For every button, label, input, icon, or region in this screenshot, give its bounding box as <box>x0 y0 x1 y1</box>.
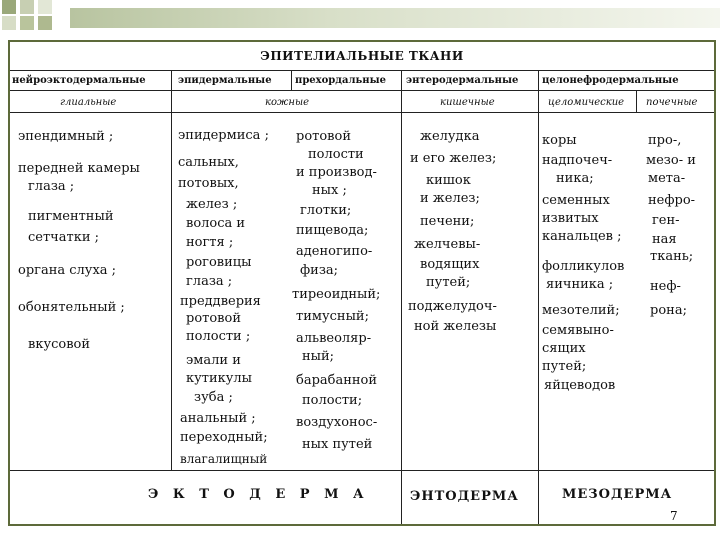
subgroup-intestinal: кишечные <box>440 97 495 108</box>
cell-text: эпендимный ; <box>18 129 114 144</box>
cell-text: нефро- <box>648 193 696 208</box>
rule-subgroups <box>10 112 714 113</box>
cell-text: переходный; <box>180 430 268 445</box>
slide-decoration <box>0 0 720 36</box>
cell-text: и его желез; <box>410 151 497 166</box>
cell-text: путей; <box>542 359 587 374</box>
cell-text: и производ- <box>296 165 377 180</box>
subgroup-skin: кожные <box>265 97 310 108</box>
cell-text: барабанной <box>296 373 378 388</box>
decor-square <box>38 16 52 30</box>
cell-text: и желез; <box>420 191 480 206</box>
cell-text: пигментный <box>28 209 114 224</box>
cell-text: глаза ; <box>186 274 233 289</box>
cell-text: ногтя ; <box>186 235 234 250</box>
cell-text: надпочеч- <box>542 153 613 168</box>
col-divider <box>291 70 292 90</box>
cell-text: мета- <box>648 171 686 186</box>
decor-square <box>20 16 34 30</box>
cell-text: эмали и <box>186 353 241 368</box>
cell-text: органа слуха ; <box>18 263 117 278</box>
cell-text: водящих <box>420 257 480 272</box>
cell-text: семявыно- <box>542 323 614 338</box>
decor-square <box>2 0 16 14</box>
page-number: 7 <box>670 509 678 523</box>
cell-text: обонятельный ; <box>18 300 125 315</box>
cell-text: извитых <box>542 211 599 226</box>
subgroup-renal: почечные <box>646 97 698 108</box>
cell-text: яйцеводов <box>544 378 616 393</box>
group-neuro: нейроэктодермальные <box>12 75 146 86</box>
cell-text: физа; <box>300 263 339 278</box>
rule-groups <box>10 90 714 91</box>
cell-text: ной железы <box>414 319 497 334</box>
col-divider <box>171 70 172 470</box>
cell-text: ткань; <box>650 249 694 264</box>
cell-text: ротовой <box>186 311 241 326</box>
cell-text: глотки; <box>300 203 352 218</box>
footer-mesoderm: МЕЗОДЕРМА <box>562 487 673 502</box>
cell-text: воздухонос- <box>296 415 378 430</box>
group-coelonephrodermal: целонефродермальные <box>542 75 679 86</box>
cell-text: роговицы <box>186 255 252 270</box>
footer-ectoderm: Э К Т О Д Е Р М А <box>148 487 369 502</box>
cell-text: ных ; <box>312 183 347 198</box>
cell-text: семенных <box>542 193 610 208</box>
decor-square <box>2 16 16 30</box>
cell-text: коры <box>542 133 577 148</box>
cell-text: мезотелий; <box>542 303 620 318</box>
rule-title <box>10 70 714 71</box>
cell-text: ный; <box>302 349 335 364</box>
cell-text: ген- <box>652 213 680 228</box>
cell-text: альвеоляр- <box>296 331 372 346</box>
rule-footer <box>10 470 714 471</box>
cell-text: сальных, <box>178 155 239 170</box>
decor-square <box>20 0 34 14</box>
cell-text: желез ; <box>186 197 238 212</box>
decor-square <box>38 0 52 14</box>
cell-text: мезо- и <box>646 153 696 168</box>
cell-text: рона; <box>650 303 687 318</box>
header-band <box>70 8 720 28</box>
cell-text: тимусный; <box>296 309 369 324</box>
cell-text: пищевода; <box>296 223 369 238</box>
cell-text: канальцев ; <box>542 229 622 244</box>
cell-text: про-, <box>648 133 682 148</box>
cell-text: аденогипо- <box>296 244 373 259</box>
cell-text: зуба ; <box>194 390 233 405</box>
cell-text: яичника ; <box>546 277 614 292</box>
cell-text: поджелудоч- <box>408 299 497 314</box>
subgroup-glial: глиальные <box>60 97 117 108</box>
cell-text: путей; <box>426 275 471 290</box>
cell-text: влагалищный <box>180 452 268 466</box>
table-title: ЭПИТЕЛИАЛЬНЫЕ ТКАНИ <box>260 49 464 63</box>
cell-text: передней камеры <box>18 161 140 176</box>
cell-text: полости; <box>302 393 363 408</box>
group-enterodermal: энтеродермальные <box>406 75 519 86</box>
cell-text: ротовой <box>296 129 351 144</box>
cell-text: сящих <box>542 341 586 356</box>
cell-text: тиреоидный; <box>292 287 381 302</box>
cell-text: неф- <box>650 279 681 294</box>
group-epidermal: эпидермальные <box>178 75 272 86</box>
group-prechordal: прехордальные <box>295 75 386 86</box>
cell-text: глаза ; <box>28 179 75 194</box>
col-divider <box>538 70 539 524</box>
cell-text: фолликулов <box>542 259 625 274</box>
cell-text: кишок <box>426 173 471 188</box>
footer-endoderm: ЭНТОДЕРМА <box>410 489 519 504</box>
cell-text: эпидермиса ; <box>178 128 269 143</box>
cell-text: печени; <box>420 214 475 229</box>
cell-text: потовых, <box>178 176 239 191</box>
cell-text: преддверия <box>180 294 261 309</box>
cell-text: полости <box>308 147 364 162</box>
col-divider <box>401 70 402 524</box>
col-divider <box>636 90 637 112</box>
classification-table <box>8 40 716 526</box>
cell-text: желудка <box>420 129 480 144</box>
cell-text: вкусовой <box>28 337 91 352</box>
cell-text: ная <box>652 232 677 247</box>
cell-text: ника; <box>556 171 594 186</box>
subgroup-coelomic: целомические <box>548 97 625 108</box>
cell-text: волоса и <box>186 216 246 231</box>
cell-text: желчевы- <box>414 237 481 252</box>
cell-text: ных путей <box>302 437 373 452</box>
cell-text: анальный ; <box>180 411 256 426</box>
cell-text: кутикулы <box>186 371 253 386</box>
cell-text: полости ; <box>186 329 251 344</box>
cell-text: сетчатки ; <box>28 230 100 245</box>
